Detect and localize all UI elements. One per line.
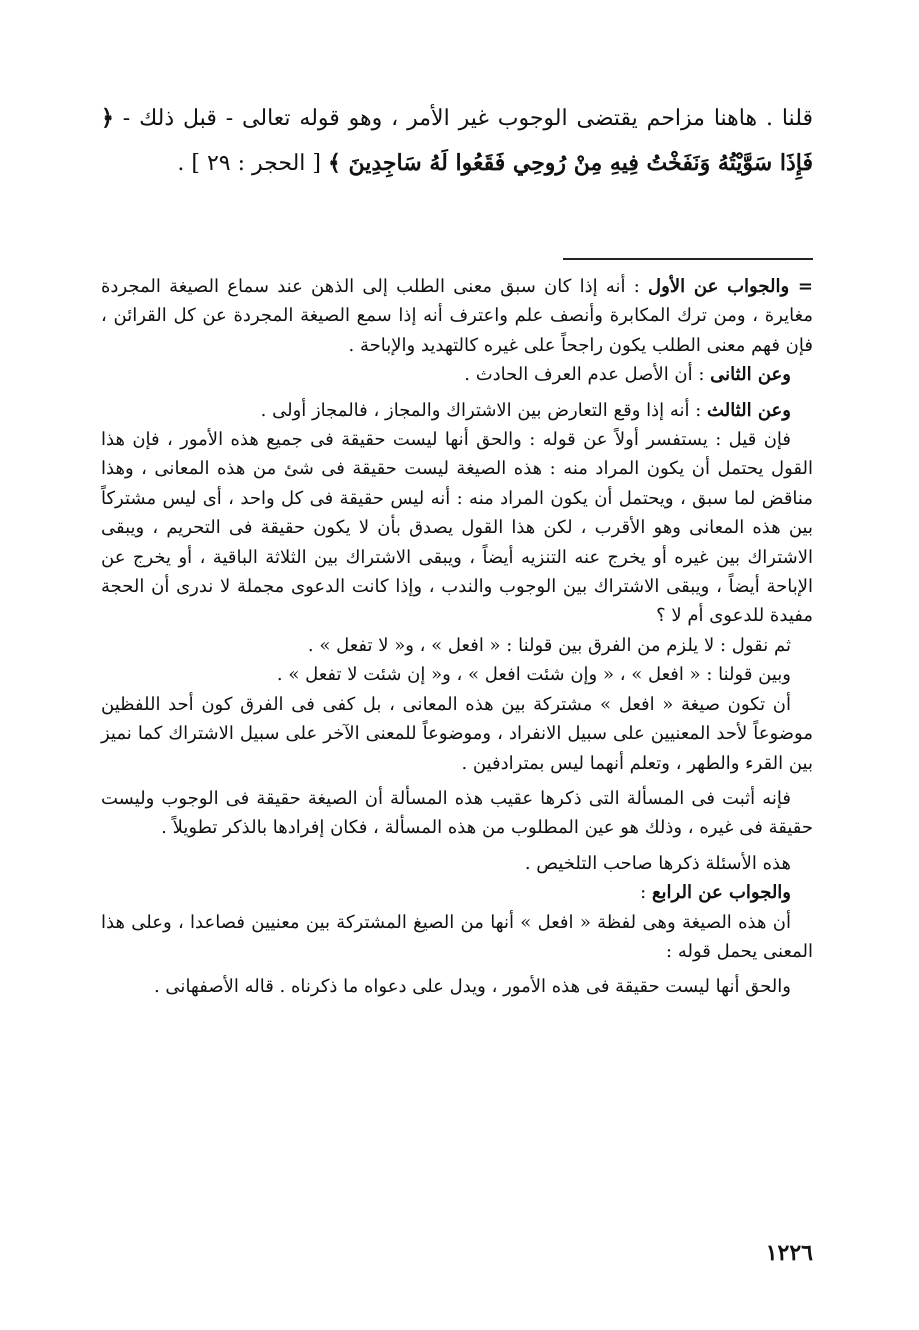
footnote-paragraph [101,272,813,360]
footnote-text: وبين قولنا : « افعل » ، « وإن شئت افعل » ، و« إن شئت لا تفعل » . [276,664,791,686]
footnote-text: فإن قيل : يستفسر أولاً عن قوله : والحق أنها ليست حقيقة فى جميع هذه الأمور ، فإن هذا القول يحتمل أن يكون المراد منه : هذه الصيغة ليست حقيقة فى شئ من هذه المعانى ، وهذا مناقض لما سبق ، ويحتمل أن يكون المراد منه : أنه ليس حقيقة فى كل واحد ، أى ليس مشتركاً بين هذه المعانى وهو الأقرب ، لكن هذا القول يصدق بأن لا يكون حقيقة فى التحريم ، ويبقى الاشتراك بين غيره أو يخرج عنه التنزيه أيضاً ، ويبقى الاشتراك بين الثلاثة الباقية ، أو يخرج عن الإباحة أيضاً ، ويبقى الاشتراك بين الوجوب والندب ، وإذا كانت الدعوى مجملة لا ندرى أن الحجة مفيدة للدعوى أم لا ؟ [101,429,813,627]
footnote-text: : أنه إذا وقع التعارض بين الاشتراك والمجاز ، فالمجاز أولى . [260,399,708,421]
footnote-text: : أن الأصل عدم العرف الحادث . [464,364,711,386]
verse-citation: [ الحجر : ٢٩ ] . [177,151,328,176]
footnotes [101,272,813,1002]
footnote-lead: = والجواب عن الأول [648,276,814,297]
main-text [101,96,813,186]
footnote-paragraph [101,360,813,389]
footnote-paragraph [101,631,813,660]
footnote-text: أن هذه الصيغة وهى لفظة « افعل » أنها من الصيغ المشتركة بين معنيين فصاعدا ، وعلى هذا المعنى يحمل قوله : [101,911,813,962]
main-text-intro: قلنا . هاهنا مزاحم يقتضى الوجوب غير الأمر ، وهو قوله تعالى - قبل ذلك - [113,106,813,131]
footnote-paragraph [101,784,813,843]
footnote-text: : [640,882,652,904]
footnote-text: فإنه أثبت فى المسألة التى ذكرها عقيب هذه المسألة أن الصيغة حقيقة فى الوجوب وليست حقيقة فى غيره ، وذلك هو عين المطلوب من هذه المسألة ، فكان إفرادها بالذكر تطويلاً . [101,787,813,839]
page-number: ١٢٢٦ [765,1240,813,1266]
footnote-text: هذه الأسئلة ذكرها صاحب التلخيص . [524,852,791,874]
footnote-paragraph [101,878,813,907]
footnote-paragraph [101,425,813,631]
footnote-lead: وعن الثانى [710,364,791,386]
footnote-text: والحق أنها ليست حقيقة فى هذه الأمور ، ويدل على دعواه ما ذكرناه . قاله الأصفهانى . [153,976,791,998]
footnote-lead: وعن الثالث [707,399,791,421]
footnote-text: : أنه إذا كان سبق معنى الطلب إلى الذهن عند سماع الصيغة المجردة مغايرة ، ومن ترك المكابرة وأنصف علم واعترف أنه إذا سمع الصيغة المجردة عن كل القرائن ، فإن فهم معنى الطلب يكون راجحاً على غيره كالتهديد والإباحة . [101,276,813,356]
footnote-text: أن تكون صيغة « افعل » مشتركة بين هذه المعانى ، بل كفى فى الفرق كون أحد اللفظين موضوعاً لأحد المعنيين على سبيل الانفراد ، وموضوعاً للمعنى الآخر على سبيل الاشتراك كما نميز بين القرء والطهر ، وتعلم أنهما ليس بمترادفين . [101,693,813,774]
footnote-paragraph [101,908,813,967]
footnote-separator [563,258,813,260]
footnote-lead: والجواب عن الرابع [651,882,791,904]
footnote-paragraph [101,396,813,425]
footnote-paragraph [101,849,813,878]
footnote-text: ثم نقول : لا يلزم من الفرق بين قولنا : « افعل » ، و« لا تفعل » . [307,634,791,656]
footnote-paragraph [101,690,813,778]
footnote-paragraph [101,972,813,1001]
quran-verse: ﴿ فَإِذَا سَوَّيْتُهُ وَنَفَخْتُ فِيهِ مِنْ رُوحِي فَقَعُوا لَهُ سَاجِدِينَ ﴾ [101,105,813,176]
footnote-paragraph [101,660,813,689]
